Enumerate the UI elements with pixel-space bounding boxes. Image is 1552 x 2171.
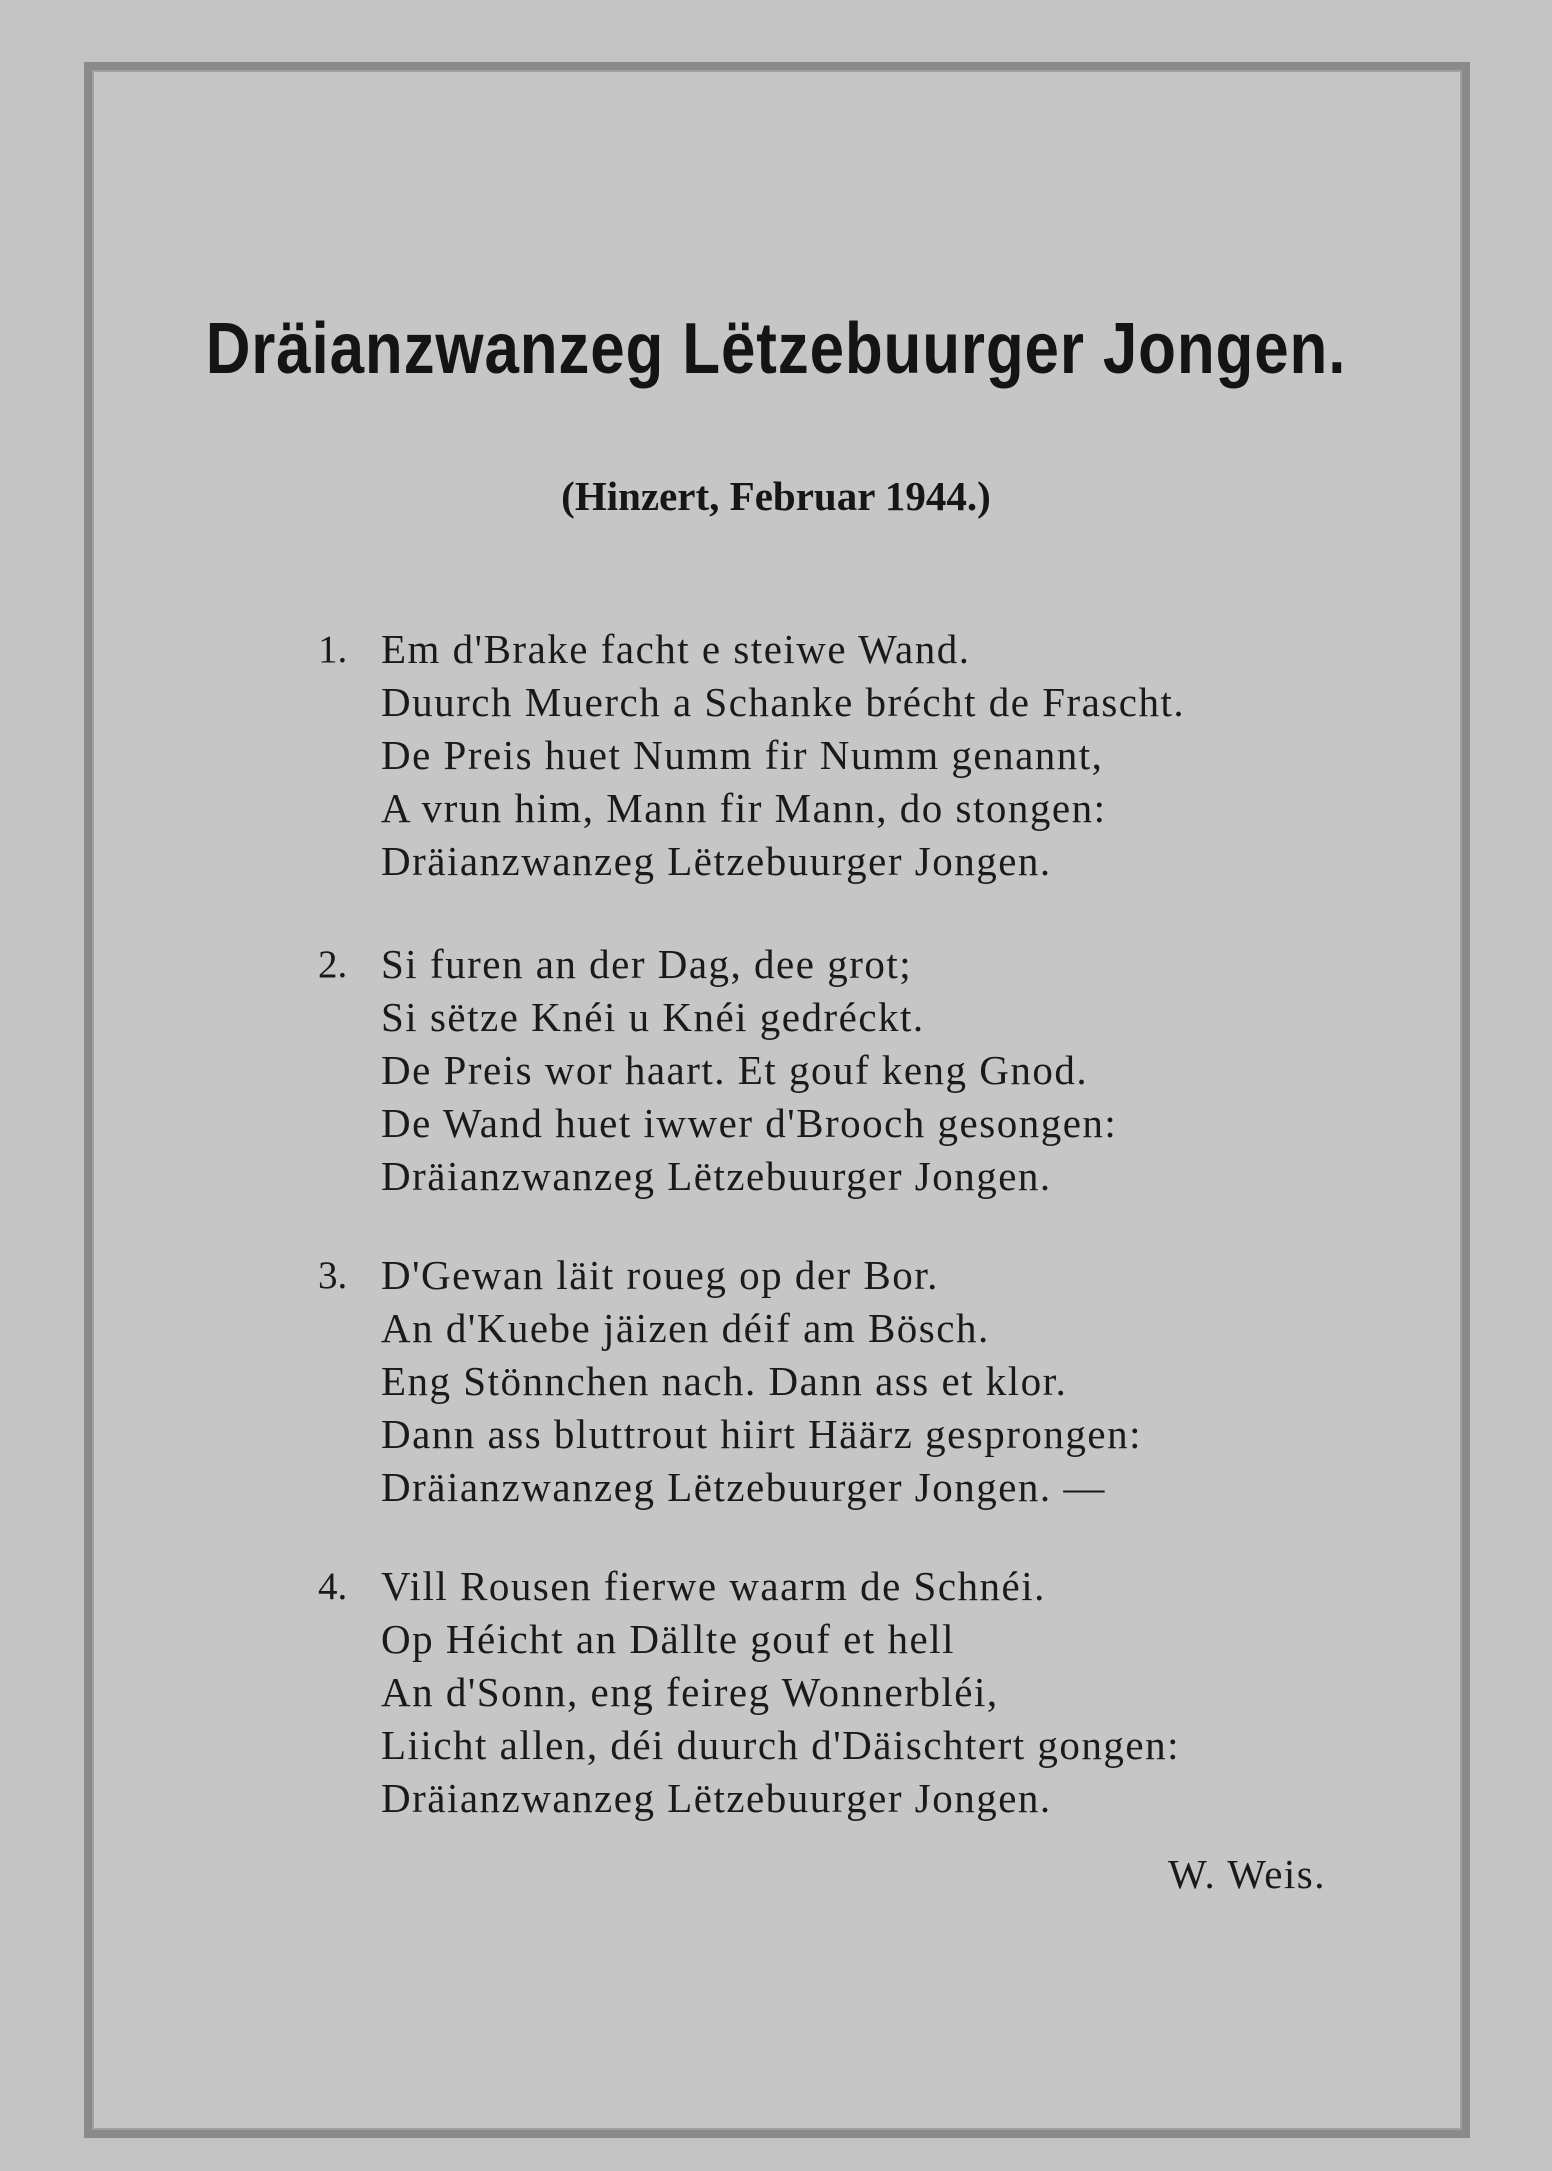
verse-line: A vrun him, Mann fir Mann, do stongen: — [381, 785, 1107, 831]
stanza-number: 3. — [318, 1254, 348, 1297]
verse-line: Dräianzwanzeg Lëtzebuurger Jongen. — [381, 838, 1052, 884]
verse-line: An d'Kuebe jäizen déif am Bösch. — [381, 1305, 990, 1351]
verse-line: Eng Stönnchen nach. Dann ass et klor. — [381, 1358, 1068, 1404]
verse-line: Si furen an der Dag, dee grot; — [381, 941, 913, 987]
verse-line: Liicht allen, déi duurch d'Däischtert gongen: — [381, 1722, 1180, 1768]
verse-line: An d'Sonn, eng feireg Wonnerbléi, — [381, 1669, 999, 1715]
verse-line: Dräianzwanzeg Lëtzebuurger Jongen. — [381, 1775, 1052, 1821]
verse-line: De Wand huet iwwer d'Brooch gesongen: — [381, 1100, 1118, 1146]
verse-line: D'Gewan läit roueg op der Bor. — [381, 1252, 939, 1298]
verse-line: Vill Rousen fierwe waarm de Schnéi. — [381, 1563, 1046, 1609]
author-signature: W. Weis. — [1168, 1851, 1326, 1897]
verse-line: Dräianzwanzeg Lëtzebuurger Jongen. — — [381, 1464, 1106, 1510]
verse-line: Dräianzwanzeg Lëtzebuurger Jongen. — [381, 1153, 1052, 1199]
verse-line: Dann ass bluttrout hiirt Häärz gesprongen: — [381, 1411, 1142, 1457]
poem-subtitle: (Hinzert, Februar 1944.) — [561, 473, 991, 519]
poem-title: Dräianzwanzeg Lëtzebuurger Jongen. — [205, 309, 1347, 389]
verse-line: Duurch Muerch a Schanke brécht de Frascht. — [381, 679, 1186, 725]
verse-line: Op Héicht an Dällte gouf et hell — [381, 1616, 955, 1662]
verse-line: De Preis huet Numm fir Numm genannt, — [381, 732, 1104, 778]
verse-line: Em d'Brake facht e steiwe Wand. — [381, 626, 971, 672]
stanza-number: 1. — [318, 628, 348, 671]
verse-line: Si sëtze Knéi u Knéi gedréckt. — [381, 994, 925, 1040]
stanza-number: 4. — [318, 1565, 348, 1608]
verse-line: De Preis wor haart. Et gouf keng Gnod. — [381, 1047, 1089, 1093]
stanza-number: 2. — [318, 943, 348, 986]
